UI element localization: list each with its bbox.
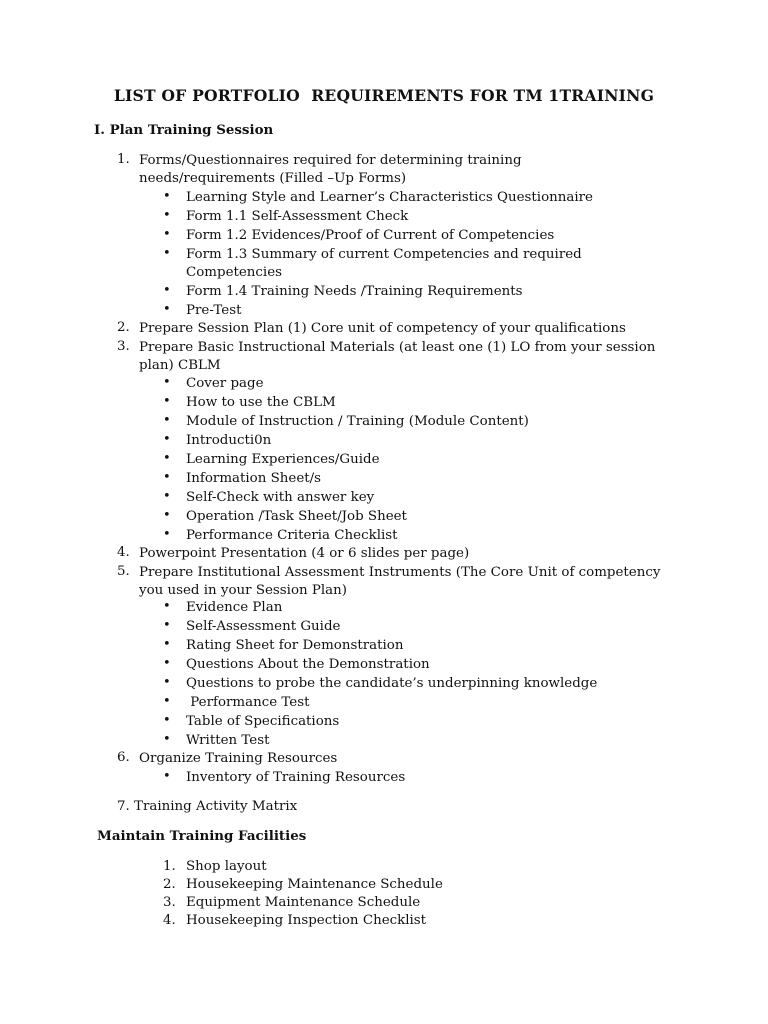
bullet-item: Self-Check with answer key	[186, 490, 375, 505]
list-number: 2.	[163, 877, 176, 892]
bullet-item: Table of Specifications	[186, 714, 340, 729]
bullet-item: Introducti0n	[186, 433, 272, 448]
bullet-icon: •	[163, 432, 171, 447]
bullet-item: Questions to probe the candidate’s underpinning knowledge	[186, 676, 598, 691]
bullet-icon: •	[163, 375, 171, 390]
bullet-item: How to use the CBLM	[186, 395, 336, 410]
list-number: 5.	[117, 564, 130, 579]
bullet-icon: •	[163, 489, 171, 504]
bullet-icon: •	[163, 599, 171, 614]
list-item-text: Prepare Institutional Assessment Instruments (The Core Unit of competency you used in your Session Plan)	[139, 565, 661, 598]
bullet-item: Cover page	[186, 376, 264, 391]
bullet-icon: •	[163, 637, 171, 652]
list-number: 4.	[117, 545, 130, 560]
bullet-icon: •	[163, 246, 171, 261]
bullet-icon: •	[163, 189, 171, 204]
bullet-icon: •	[163, 713, 171, 728]
bullet-icon: •	[163, 769, 171, 784]
list-item-text: Housekeeping Inspection Checklist	[186, 913, 427, 928]
bullet-icon: •	[163, 508, 171, 523]
bullet-item: Form 1.4 Training Needs /Training Requirements	[186, 284, 523, 299]
bullet-icon: •	[163, 527, 171, 542]
list-number: 1.	[117, 152, 130, 167]
bullet-icon: •	[163, 451, 171, 466]
bullet-icon: •	[163, 302, 171, 317]
list-item-text: Organize Training Resources	[139, 751, 338, 766]
bullet-item: Written Test	[186, 733, 270, 748]
bullet-item: Evidence Plan	[186, 600, 283, 615]
bullet-icon: •	[163, 656, 171, 671]
list-number: 4.	[163, 913, 176, 928]
bullet-item: Form 1.1 Self-Assessment Check	[186, 209, 409, 224]
bullet-item: Self-Assessment Guide	[186, 619, 341, 634]
bullet-icon: •	[163, 208, 171, 223]
list-number: 3.	[163, 895, 176, 910]
bullet-item: Information Sheet/s	[186, 471, 322, 486]
section-heading-plan-training-session: I. Plan Training Session	[94, 122, 274, 138]
list-item-text: Powerpoint Presentation (4 or 6 slides per page)	[139, 546, 470, 561]
section-heading-maintain-training-facilities: Maintain Training Facilities	[97, 828, 307, 844]
list-item-text: Prepare Basic Instructional Materials (at least one (1) LO from your session plan) CBLM	[139, 340, 656, 373]
bullet-item: Module of Instruction / Training (Module Content)	[186, 414, 529, 429]
bullet-icon: •	[163, 283, 171, 298]
bullet-icon: •	[163, 694, 171, 709]
bullet-icon: •	[163, 618, 171, 633]
bullet-item: Form 1.3 Summary of current Competencies and required Competencies	[186, 247, 582, 280]
list-item-text: Forms/Questionnaires required for determining training needs/requirements (Filled –Up Forms)	[139, 153, 522, 186]
bullet-icon: •	[163, 227, 171, 242]
bullet-item: Pre-Test	[186, 303, 242, 318]
list-number: 2.	[117, 320, 130, 335]
list-number: 6.	[117, 750, 130, 765]
bullet-item: Learning Experiences/Guide	[186, 452, 380, 467]
list-item-text: Equipment Maintenance Schedule	[186, 895, 421, 910]
bullet-item: Inventory of Training Resources	[186, 770, 406, 785]
list-item-text: Housekeeping Maintenance Schedule	[186, 877, 443, 892]
bullet-icon: •	[163, 732, 171, 747]
bullet-item: Operation /Task Sheet/Job Sheet	[186, 509, 407, 524]
bullet-item: Form 1.2 Evidences/Proof of Current of Competencies	[186, 228, 555, 243]
bullet-item: Learning Style and Learner’s Characteristics Questionnaire	[186, 190, 593, 205]
bullet-item: Performance Test	[186, 695, 310, 710]
bullet-icon: •	[163, 394, 171, 409]
bullet-item: Performance Criteria Checklist	[186, 528, 398, 543]
bullet-icon: •	[163, 675, 171, 690]
list-item-text: 7. Training Activity Matrix	[117, 799, 298, 814]
document-title: LIST OF PORTFOLIO REQUIREMENTS FOR TM 1TRAINING	[113, 86, 655, 105]
list-item-text: Shop layout	[186, 859, 267, 874]
list-number: 3.	[117, 339, 130, 354]
bullet-icon: •	[163, 413, 171, 428]
bullet-icon: •	[163, 470, 171, 485]
list-item-text: Prepare Session Plan (1) Core unit of competency of your qualifications	[139, 321, 626, 336]
bullet-item: Rating Sheet for Demonstration	[186, 638, 404, 653]
list-number: 1.	[163, 859, 176, 874]
bullet-item: Questions About the Demonstration	[186, 657, 430, 672]
